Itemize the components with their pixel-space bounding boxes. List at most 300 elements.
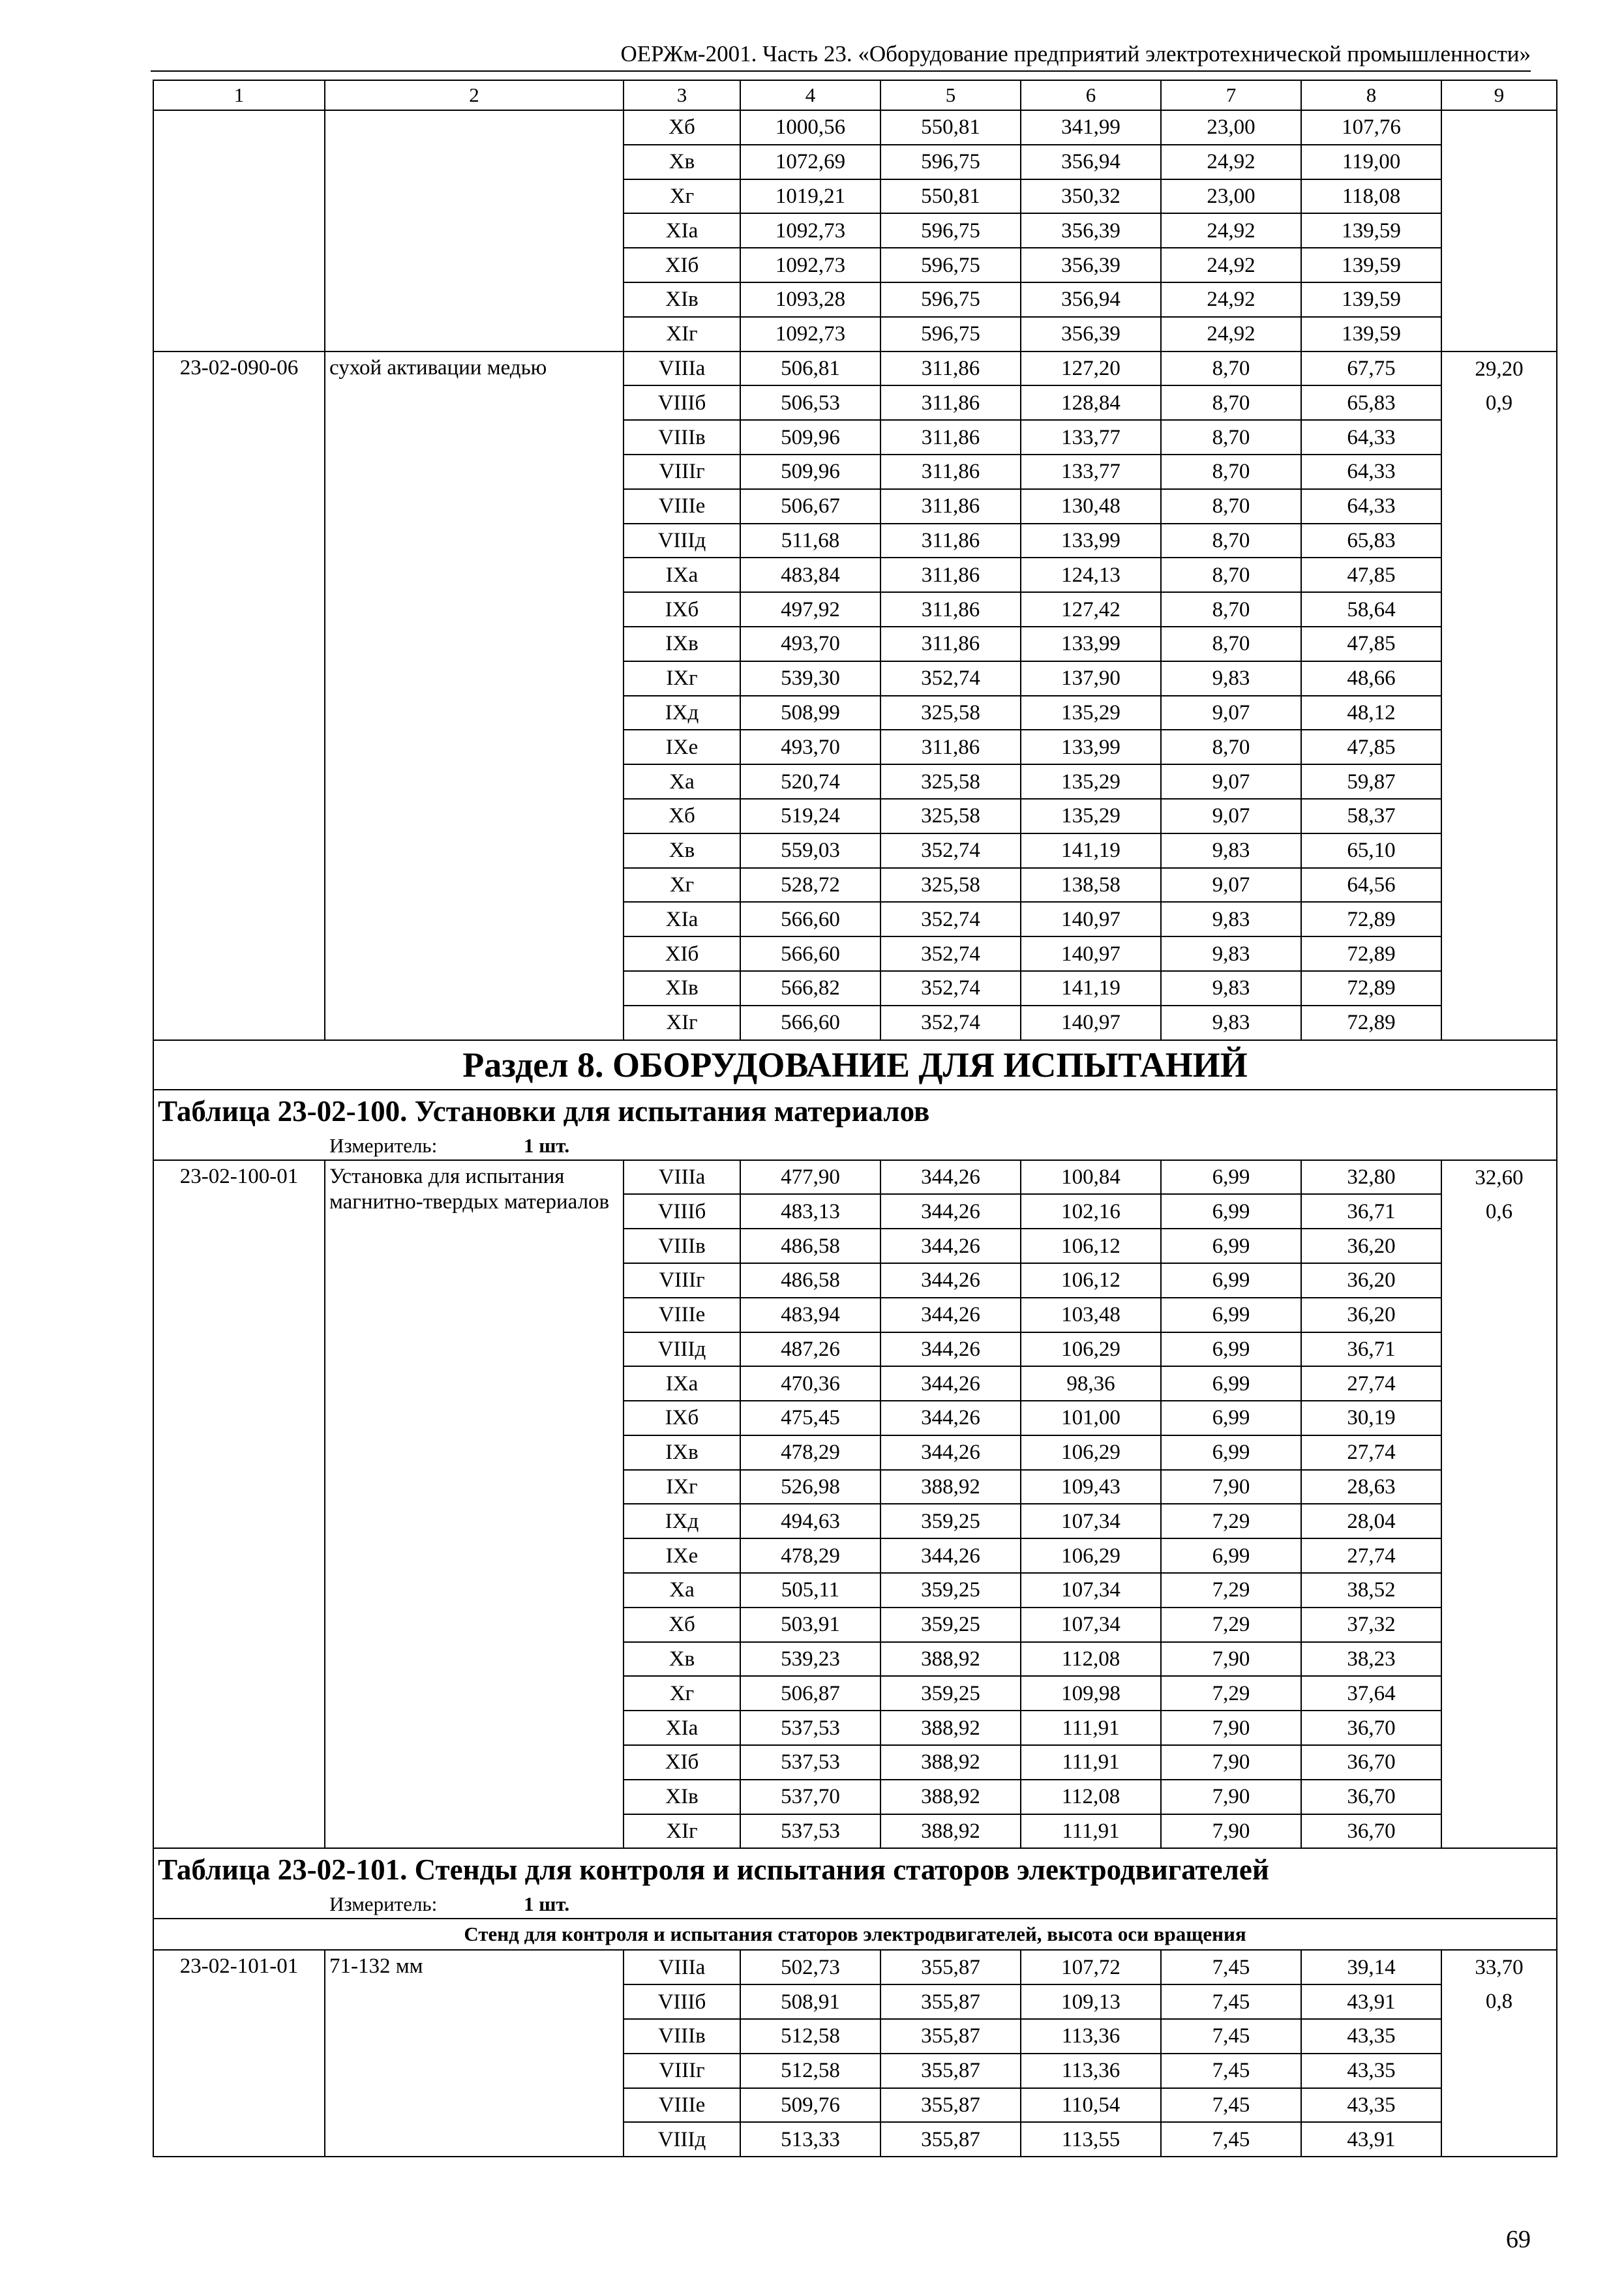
zone-cell: VIIIд: [624, 524, 740, 558]
wages-cell: 352,74: [880, 971, 1021, 1006]
zone-cell: Xб: [624, 1608, 740, 1642]
total-cost-cell: 494,63: [740, 1504, 880, 1538]
machines-cell: 106,29: [1021, 1435, 1161, 1470]
machines-cell: 111,91: [1021, 1745, 1161, 1780]
zone-cell: VIIIв: [624, 2019, 740, 2054]
wages-cell: 311,86: [880, 558, 1021, 592]
table-title-row: [153, 1090, 1557, 1132]
machinist-wages-cell: 8,70: [1161, 558, 1301, 592]
materials-cell: 64,33: [1301, 420, 1441, 455]
materials-cell: 38,52: [1301, 1573, 1441, 1608]
column-number: 9: [1441, 80, 1557, 110]
wages-cell: 344,26: [880, 1298, 1021, 1332]
machines-cell: 102,16: [1021, 1194, 1161, 1229]
total-cost-cell: 505,11: [740, 1573, 880, 1608]
machines-cell: 124,13: [1021, 558, 1161, 592]
machines-cell: 107,34: [1021, 1573, 1161, 1608]
machinist-wages-cell: 7,29: [1161, 1504, 1301, 1538]
materials-cell: 72,89: [1301, 971, 1441, 1006]
machinist-wages-cell: 9,83: [1161, 971, 1301, 1006]
table-row: [153, 1950, 1557, 1984]
labor-hours: 32,60: [1475, 1165, 1524, 1189]
section-title: Раздел 8. ОБОРУДОВАНИЕ ДЛЯ ИСПЫТАНИЙ: [153, 1040, 1557, 1090]
machines-cell: 103,48: [1021, 1298, 1161, 1332]
wages-cell: 311,86: [880, 385, 1021, 420]
materials-cell: 139,59: [1301, 248, 1441, 282]
machinist-wages-cell: 6,99: [1161, 1263, 1301, 1298]
zone-cell: VIIIг: [624, 455, 740, 489]
materials-cell: 36,70: [1301, 1745, 1441, 1780]
machinist-wages-cell: 6,99: [1161, 1332, 1301, 1367]
wages-cell: 344,26: [880, 1160, 1021, 1195]
machinist-wages-cell: 7,45: [1161, 2122, 1301, 2157]
wages-cell: 596,75: [880, 282, 1021, 317]
column-number-row: [153, 80, 1557, 110]
machinist-wages-cell: 24,92: [1161, 145, 1301, 179]
machinist-wages-cell: 23,00: [1161, 179, 1301, 214]
machinist-wages-cell: 8,70: [1161, 627, 1301, 661]
machinist-wages-cell: 9,83: [1161, 833, 1301, 868]
total-cost-cell: 483,84: [740, 558, 880, 592]
zone-cell: Xа: [624, 1573, 740, 1608]
running-header: ОЕРЖм-2001. Часть 23. «Оборудование предприятий электротехнической промышленности»: [620, 41, 1531, 67]
code-cell: [153, 110, 325, 352]
total-cost-cell: 1019,21: [740, 179, 880, 214]
total-cost-cell: 1092,73: [740, 213, 880, 248]
subheading-row: [153, 1919, 1557, 1950]
total-cost-cell: 539,23: [740, 1642, 880, 1677]
materials-cell: 47,85: [1301, 730, 1441, 764]
table-row: [153, 1160, 1557, 1195]
machinist-wages-cell: 7,90: [1161, 1780, 1301, 1814]
machines-cell: 113,36: [1021, 2019, 1161, 2054]
wages-cell: 344,26: [880, 1366, 1021, 1401]
zone-cell: XIа: [624, 1711, 740, 1745]
wages-cell: 352,74: [880, 661, 1021, 696]
materials-cell: 64,33: [1301, 489, 1441, 524]
machines-cell: 111,91: [1021, 1711, 1161, 1745]
wages-cell: 355,87: [880, 1950, 1021, 1984]
column-number: 8: [1301, 80, 1441, 110]
machines-cell: 111,91: [1021, 1814, 1161, 1849]
total-cost-cell: 566,82: [740, 971, 880, 1006]
meter-value: 1 шт.: [524, 1133, 570, 1157]
zone-cell: Xв: [624, 1642, 740, 1677]
machines-cell: 106,12: [1021, 1229, 1161, 1263]
machinist-wages-cell: 7,45: [1161, 1984, 1301, 2019]
materials-cell: 28,04: [1301, 1504, 1441, 1538]
zone-cell: Xб: [624, 799, 740, 833]
materials-cell: 139,59: [1301, 282, 1441, 317]
zone-cell: VIIIа: [624, 352, 740, 386]
zone-cell: Xг: [624, 179, 740, 214]
machinist-wages-cell: 6,99: [1161, 1298, 1301, 1332]
machinist-wages-cell: 7,90: [1161, 1745, 1301, 1780]
code-cell: 23-02-100-01: [153, 1160, 325, 1849]
wages-cell: 359,25: [880, 1573, 1021, 1608]
column-number: 4: [740, 80, 880, 110]
total-cost-cell: 486,58: [740, 1263, 880, 1298]
meter-value: 1 шт.: [524, 1893, 570, 1916]
zone-cell: VIIIе: [624, 489, 740, 524]
machines-cell: 106,29: [1021, 1538, 1161, 1573]
materials-cell: 39,14: [1301, 1950, 1441, 1984]
total-cost-cell: 511,68: [740, 524, 880, 558]
code-cell: 23-02-101-01: [153, 1950, 325, 2157]
labor-cell: [1441, 110, 1557, 352]
zone-cell: VIIIе: [624, 1298, 740, 1332]
name-cell: [325, 110, 624, 352]
zone-cell: IXд: [624, 1504, 740, 1538]
machines-cell: 130,48: [1021, 489, 1161, 524]
machines-cell: 350,32: [1021, 179, 1161, 214]
total-cost-cell: 1092,73: [740, 248, 880, 282]
materials-cell: 37,32: [1301, 1608, 1441, 1642]
machines-cell: 356,94: [1021, 282, 1161, 317]
total-cost-cell: 1000,56: [740, 110, 880, 145]
machinist-wages-cell: 9,07: [1161, 696, 1301, 730]
machines-cell: 110,54: [1021, 2088, 1161, 2123]
total-cost-cell: 503,91: [740, 1608, 880, 1642]
total-cost-cell: 512,58: [740, 2054, 880, 2088]
total-cost-cell: 470,36: [740, 1366, 880, 1401]
total-cost-cell: 508,99: [740, 696, 880, 730]
machinist-labor-hours: 0,9: [1485, 391, 1513, 415]
zone-cell: Xг: [624, 868, 740, 903]
machines-cell: 109,13: [1021, 1984, 1161, 2019]
wages-cell: 352,74: [880, 833, 1021, 868]
machinist-wages-cell: 6,99: [1161, 1229, 1301, 1263]
materials-cell: 72,89: [1301, 936, 1441, 971]
total-cost-cell: 487,26: [740, 1332, 880, 1367]
total-cost-cell: 1092,73: [740, 317, 880, 352]
machines-cell: 356,39: [1021, 317, 1161, 352]
machinist-wages-cell: 6,99: [1161, 1435, 1301, 1470]
table-row: [153, 110, 1557, 145]
zone-cell: VIIIв: [624, 1229, 740, 1263]
total-cost-cell: 497,92: [740, 592, 880, 627]
machinist-labor-hours: 0,8: [1485, 1990, 1513, 2014]
wages-cell: 311,86: [880, 352, 1021, 386]
materials-cell: 48,66: [1301, 661, 1441, 696]
name-cell: 71-132 мм: [325, 1950, 624, 2157]
labor-cell: [1441, 1160, 1557, 1849]
machinist-wages-cell: 7,90: [1161, 1814, 1301, 1849]
zone-cell: IXд: [624, 696, 740, 730]
zone-cell: XIг: [624, 317, 740, 352]
zone-cell: VIIIд: [624, 2122, 740, 2157]
meter-row: [153, 1891, 1557, 1919]
zone-cell: IXа: [624, 558, 740, 592]
machinist-wages-cell: 9,83: [1161, 1006, 1301, 1040]
machines-cell: 113,55: [1021, 2122, 1161, 2157]
machines-cell: 106,29: [1021, 1332, 1161, 1367]
materials-cell: 32,80: [1301, 1160, 1441, 1195]
machines-cell: 135,29: [1021, 799, 1161, 833]
wages-cell: 550,81: [880, 110, 1021, 145]
total-cost-cell: 478,29: [740, 1538, 880, 1573]
materials-cell: 36,70: [1301, 1711, 1441, 1745]
column-number: 7: [1161, 80, 1301, 110]
zone-cell: VIIIа: [624, 1160, 740, 1195]
wages-cell: 325,58: [880, 799, 1021, 833]
materials-cell: 36,20: [1301, 1263, 1441, 1298]
machinist-wages-cell: 8,70: [1161, 352, 1301, 386]
materials-cell: 64,33: [1301, 455, 1441, 489]
total-cost-cell: 509,96: [740, 455, 880, 489]
machinist-wages-cell: 6,99: [1161, 1366, 1301, 1401]
materials-cell: 139,59: [1301, 317, 1441, 352]
machines-cell: 141,19: [1021, 971, 1161, 1006]
machinist-wages-cell: 8,70: [1161, 420, 1301, 455]
machinist-wages-cell: 6,99: [1161, 1401, 1301, 1435]
wages-cell: 344,26: [880, 1229, 1021, 1263]
zone-cell: Xв: [624, 145, 740, 179]
zone-cell: IXг: [624, 661, 740, 696]
wages-cell: 388,92: [880, 1470, 1021, 1504]
zone-cell: XIг: [624, 1006, 740, 1040]
wages-cell: 596,75: [880, 248, 1021, 282]
wages-cell: 344,26: [880, 1332, 1021, 1367]
zone-cell: XIг: [624, 1814, 740, 1849]
table-row: [153, 352, 1557, 386]
materials-cell: 118,08: [1301, 179, 1441, 214]
total-cost-cell: 502,73: [740, 1950, 880, 1984]
materials-cell: 30,19: [1301, 1401, 1441, 1435]
materials-cell: 67,75: [1301, 352, 1441, 386]
meter-label: Измеритель:: [329, 1893, 438, 1916]
zone-cell: XIб: [624, 1745, 740, 1780]
materials-cell: 43,91: [1301, 1984, 1441, 2019]
zone-cell: XIа: [624, 213, 740, 248]
machines-cell: 112,08: [1021, 1780, 1161, 1814]
machinist-wages-cell: 6,99: [1161, 1538, 1301, 1573]
machines-cell: 101,00: [1021, 1401, 1161, 1435]
labor-cell: [1441, 352, 1557, 1040]
machines-cell: 112,08: [1021, 1642, 1161, 1677]
machinist-wages-cell: 8,70: [1161, 524, 1301, 558]
machines-cell: 140,97: [1021, 902, 1161, 936]
machines-cell: 127,42: [1021, 592, 1161, 627]
total-cost-cell: 509,96: [740, 420, 880, 455]
materials-cell: 72,89: [1301, 1006, 1441, 1040]
wages-cell: 311,86: [880, 420, 1021, 455]
zone-cell: IXв: [624, 1435, 740, 1470]
wages-cell: 388,92: [880, 1814, 1021, 1849]
materials-cell: 36,71: [1301, 1332, 1441, 1367]
machinist-wages-cell: 23,00: [1161, 110, 1301, 145]
materials-cell: 27,74: [1301, 1435, 1441, 1470]
wages-cell: 596,75: [880, 317, 1021, 352]
machines-cell: 107,34: [1021, 1504, 1161, 1538]
wages-cell: 550,81: [880, 179, 1021, 214]
total-cost-cell: 528,72: [740, 868, 880, 903]
meter-label: Измеритель:: [329, 1133, 438, 1157]
machinist-wages-cell: 7,45: [1161, 2019, 1301, 2054]
materials-cell: 58,64: [1301, 592, 1441, 627]
machinist-wages-cell: 7,29: [1161, 1676, 1301, 1711]
wages-cell: 596,75: [880, 213, 1021, 248]
total-cost-cell: 537,53: [740, 1814, 880, 1849]
wages-cell: 352,74: [880, 936, 1021, 971]
wages-cell: 388,92: [880, 1780, 1021, 1814]
machinist-wages-cell: 9,83: [1161, 936, 1301, 971]
wages-cell: 311,86: [880, 592, 1021, 627]
zone-cell: XIв: [624, 971, 740, 1006]
total-cost-cell: 513,33: [740, 2122, 880, 2157]
subheading: Стенд для контроля и испытания статоров электродвигателей, высота оси вращения: [153, 1919, 1557, 1950]
section-row: [153, 1040, 1557, 1090]
materials-cell: 27,74: [1301, 1538, 1441, 1573]
materials-cell: 28,63: [1301, 1470, 1441, 1504]
zone-cell: XIв: [624, 282, 740, 317]
materials-cell: 65,83: [1301, 385, 1441, 420]
materials-cell: 36,70: [1301, 1814, 1441, 1849]
machines-cell: 356,94: [1021, 145, 1161, 179]
materials-cell: 43,91: [1301, 2122, 1441, 2157]
zone-cell: IXе: [624, 1538, 740, 1573]
total-cost-cell: 506,87: [740, 1676, 880, 1711]
rates-table-body: [153, 80, 1557, 2157]
machinist-wages-cell: 7,90: [1161, 1642, 1301, 1677]
machines-cell: 138,58: [1021, 868, 1161, 903]
machines-cell: 109,98: [1021, 1676, 1161, 1711]
machinist-wages-cell: 24,92: [1161, 282, 1301, 317]
zone-cell: VIIIб: [624, 385, 740, 420]
column-number: 1: [153, 80, 325, 110]
wages-cell: 352,74: [880, 902, 1021, 936]
machinist-wages-cell: 7,45: [1161, 2088, 1301, 2123]
page-number: 69: [1506, 2226, 1531, 2253]
name-cell: сухой активации медью: [325, 352, 624, 1040]
total-cost-cell: 520,74: [740, 764, 880, 799]
column-number: 6: [1021, 80, 1161, 110]
meter-cell: [153, 1891, 1557, 1919]
zone-cell: IXб: [624, 592, 740, 627]
total-cost-cell: 1093,28: [740, 282, 880, 317]
machines-cell: 128,84: [1021, 385, 1161, 420]
zone-cell: XIб: [624, 248, 740, 282]
materials-cell: 27,74: [1301, 1366, 1441, 1401]
zone-cell: Xв: [624, 833, 740, 868]
total-cost-cell: 506,81: [740, 352, 880, 386]
zone-cell: VIIIв: [624, 420, 740, 455]
machinist-wages-cell: 24,92: [1161, 213, 1301, 248]
total-cost-cell: 475,45: [740, 1401, 880, 1435]
wages-cell: 359,25: [880, 1608, 1021, 1642]
materials-cell: 58,37: [1301, 799, 1441, 833]
zone-cell: VIIIе: [624, 2088, 740, 2123]
wages-cell: 344,26: [880, 1401, 1021, 1435]
name-cell: Установка для испытания магнитно-твердых материалов: [325, 1160, 624, 1849]
materials-cell: 48,12: [1301, 696, 1441, 730]
code-cell: 23-02-090-06: [153, 352, 325, 1040]
total-cost-cell: 508,91: [740, 1984, 880, 2019]
machinist-wages-cell: 8,70: [1161, 592, 1301, 627]
machinist-wages-cell: 8,70: [1161, 455, 1301, 489]
machines-cell: 109,43: [1021, 1470, 1161, 1504]
total-cost-cell: 478,29: [740, 1435, 880, 1470]
machines-cell: 133,77: [1021, 420, 1161, 455]
materials-cell: 38,23: [1301, 1642, 1441, 1677]
machinist-wages-cell: 9,07: [1161, 868, 1301, 903]
zone-cell: XIа: [624, 902, 740, 936]
machines-cell: 135,29: [1021, 696, 1161, 730]
wages-cell: 355,87: [880, 2122, 1021, 2157]
total-cost-cell: 493,70: [740, 730, 880, 764]
wages-cell: 388,92: [880, 1745, 1021, 1780]
wages-cell: 311,86: [880, 627, 1021, 661]
total-cost-cell: 519,24: [740, 799, 880, 833]
labor-hours: 29,20: [1475, 357, 1524, 381]
machinist-wages-cell: 9,07: [1161, 764, 1301, 799]
machines-cell: 133,99: [1021, 627, 1161, 661]
total-cost-cell: 486,58: [740, 1229, 880, 1263]
rates-table: [153, 80, 1557, 2157]
machines-cell: 113,36: [1021, 2054, 1161, 2088]
total-cost-cell: 477,90: [740, 1160, 880, 1195]
machines-cell: 133,99: [1021, 730, 1161, 764]
zone-cell: IXб: [624, 1401, 740, 1435]
total-cost-cell: 493,70: [740, 627, 880, 661]
wages-cell: 359,25: [880, 1676, 1021, 1711]
machinist-wages-cell: 9,83: [1161, 661, 1301, 696]
wages-cell: 311,86: [880, 489, 1021, 524]
total-cost-cell: 539,30: [740, 661, 880, 696]
wages-cell: 352,74: [880, 1006, 1021, 1040]
wages-cell: 388,92: [880, 1711, 1021, 1745]
materials-cell: 36,71: [1301, 1194, 1441, 1229]
total-cost-cell: 483,13: [740, 1194, 880, 1229]
machinist-wages-cell: 8,70: [1161, 489, 1301, 524]
machines-cell: 133,77: [1021, 455, 1161, 489]
machinist-wages-cell: 7,90: [1161, 1470, 1301, 1504]
machines-cell: 356,39: [1021, 213, 1161, 248]
labor-cell: [1441, 1950, 1557, 2157]
zone-cell: IXг: [624, 1470, 740, 1504]
machinist-wages-cell: 7,29: [1161, 1608, 1301, 1642]
materials-cell: 36,20: [1301, 1298, 1441, 1332]
total-cost-cell: 512,58: [740, 2019, 880, 2054]
machines-cell: 107,34: [1021, 1608, 1161, 1642]
wages-cell: 355,87: [880, 2088, 1021, 2123]
materials-cell: 107,76: [1301, 110, 1441, 145]
zone-cell: VIIIг: [624, 2054, 740, 2088]
machinist-wages-cell: 8,70: [1161, 730, 1301, 764]
wages-cell: 355,87: [880, 2019, 1021, 2054]
materials-cell: 47,85: [1301, 627, 1441, 661]
machines-cell: 133,99: [1021, 524, 1161, 558]
wages-cell: 344,26: [880, 1194, 1021, 1229]
machinist-wages-cell: 7,45: [1161, 1950, 1301, 1984]
zone-cell: XIб: [624, 936, 740, 971]
machines-cell: 98,36: [1021, 1366, 1161, 1401]
machines-cell: 106,12: [1021, 1263, 1161, 1298]
table-title-row: [153, 1848, 1557, 1891]
column-number: 2: [325, 80, 624, 110]
materials-cell: 37,64: [1301, 1676, 1441, 1711]
machinist-wages-cell: 6,99: [1161, 1160, 1301, 1195]
machines-cell: 341,99: [1021, 110, 1161, 145]
materials-cell: 119,00: [1301, 145, 1441, 179]
machinist-wages-cell: 6,99: [1161, 1194, 1301, 1229]
zone-cell: IXв: [624, 627, 740, 661]
machinist-wages-cell: 7,90: [1161, 1711, 1301, 1745]
machinist-labor-hours: 0,6: [1485, 1199, 1513, 1223]
total-cost-cell: 566,60: [740, 1006, 880, 1040]
wages-cell: 311,86: [880, 730, 1021, 764]
meter-cell: [153, 1132, 1557, 1160]
